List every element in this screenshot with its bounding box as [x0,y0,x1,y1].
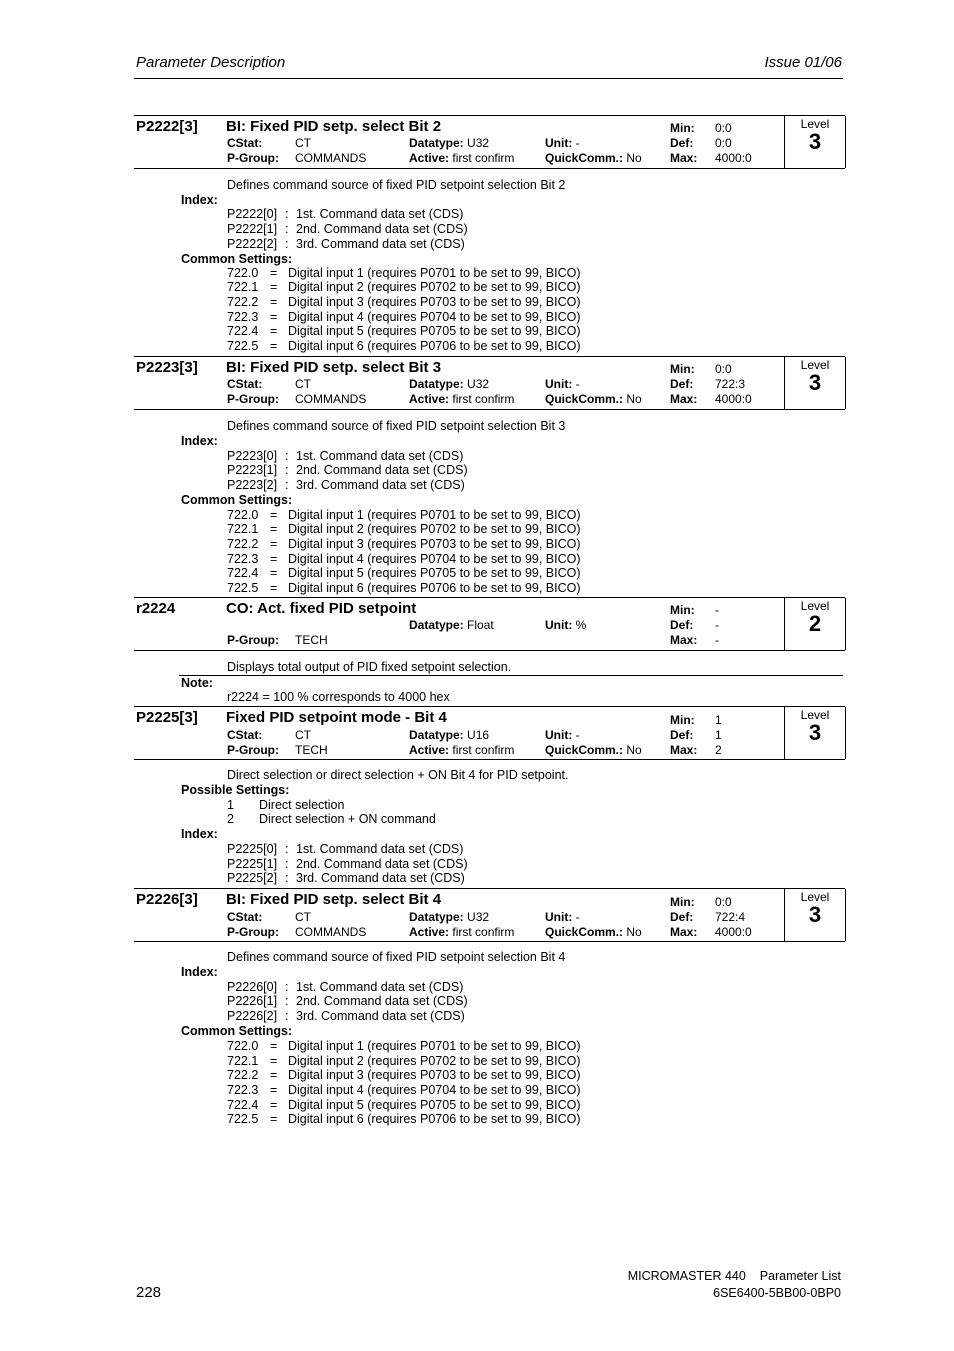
param-header [134,888,845,942]
max-value: 4000:0 [715,392,752,406]
def-label: Def: [670,910,694,924]
setting-eq: = [270,1112,278,1126]
setting-value: Digital input 1 (requires P0701 to be set to 99, BICO) [288,266,581,280]
active-label: Active: [409,925,450,939]
datatype-label: Datatype: [409,728,464,742]
setting-key: 722.4 [227,324,259,338]
level-value: 3 [808,720,822,745]
min-label: Min: [670,895,695,909]
index-sep: : [285,237,289,251]
setting-value: Digital input 3 (requires P0703 to be set to 99, BICO) [288,1068,581,1082]
index-sep: : [285,980,289,994]
common-settings-heading: Common Settings: [181,1024,293,1038]
index-value: 2nd. Command data set (CDS) [296,463,468,477]
index-value: 1st. Command data set (CDS) [296,980,464,994]
param-id: P2222[3] [136,118,198,135]
setting-eq: = [270,508,278,522]
setting-eq: = [270,1083,278,1097]
setting-eq: = [270,1098,278,1112]
setting-value: Digital input 6 (requires P0706 to be set to 99, BICO) [288,581,581,595]
setting-value: Digital input 5 (requires P0705 to be set to 99, BICO) [288,324,581,338]
setting-value: Direct selection + ON command [259,812,436,826]
pgroup-value: COMMANDS [295,925,367,939]
min-label: Min: [670,121,695,135]
level-box [784,357,846,409]
pgroup-value: COMMANDS [295,151,367,165]
setting-eq: = [270,1054,278,1068]
setting-key: 722.5 [227,581,259,595]
unit-label: Unit: [545,377,573,391]
note-rule [179,675,843,676]
index-sep: : [285,463,289,477]
index-sep: : [285,1009,289,1023]
cstat-label: CStat: [227,728,263,742]
index-sep: : [285,207,289,221]
index-value: 3rd. Command data set (CDS) [296,1009,465,1023]
setting-value: Digital input 4 (requires P0704 to be set to 99, BICO) [288,1083,581,1097]
active-label: Active: [409,743,450,757]
level-label: Level [800,708,830,722]
min-value: - [715,603,719,617]
cstat-value: CT [295,377,311,391]
active-value: first confirm [452,743,515,757]
index-key: P2225[2] [227,871,278,885]
param-header [134,706,845,760]
setting-key: 722.4 [227,566,259,580]
setting-value: Digital input 5 (requires P0705 to be set to 99, BICO) [288,1098,581,1112]
param-description: Defines command source of fixed PID setpoint selection Bit 3 [227,419,566,433]
footer-product: MICROMASTER 440 Parameter List [627,1269,841,1283]
quickcomm-value: No [626,743,642,757]
min-value: 0:0 [715,362,732,376]
quickcomm-value: No [626,925,642,939]
index-heading: Index: [181,193,218,207]
header-rule [134,78,843,79]
def-value: 0:0 [715,136,732,150]
datatype-value: U32 [467,910,490,924]
setting-eq: = [270,266,278,280]
possible-settings-heading: Possible Settings: [181,783,290,797]
def-label: Def: [670,136,694,150]
setting-key: 2 [227,812,234,826]
level-value: 3 [808,370,822,395]
index-key: P2226[2] [227,1009,278,1023]
setting-key: 722.2 [227,295,259,309]
index-sep: : [285,871,289,885]
common-settings-heading: Common Settings: [181,252,293,266]
level-value: 3 [808,902,822,927]
min-value: 0:0 [715,895,732,909]
setting-key: 722.1 [227,1054,259,1068]
pgroup-value: TECH [295,743,328,757]
pgroup-label: P-Group: [227,151,279,165]
index-value: 2nd. Command data set (CDS) [296,857,468,871]
param-description: Defines command source of fixed PID setpoint selection Bit 2 [227,178,566,192]
index-value: 2nd. Command data set (CDS) [296,222,468,236]
param-title: Fixed PID setpoint mode - Bit 4 [226,709,447,726]
setting-value: Digital input 2 (requires P0702 to be set to 99, BICO) [288,280,581,294]
setting-value: Digital input 3 (requires P0703 to be set to 99, BICO) [288,295,581,309]
setting-eq: = [270,566,278,580]
setting-eq: = [270,339,278,353]
active-value: first confirm [452,925,515,939]
cstat-label: CStat: [227,136,263,150]
setting-value: Digital input 1 (requires P0701 to be set to 99, BICO) [288,508,581,522]
param-description: Displays total output of PID fixed setpoint selection. [227,660,512,674]
pgroup-label: P-Group: [227,925,279,939]
unit-label: Unit: [545,910,573,924]
index-key: P2222[1] [227,222,278,236]
active-label: Active: [409,151,450,165]
level-value: 3 [808,129,822,154]
datatype-label: Datatype: [409,377,464,391]
setting-key: 722.5 [227,339,259,353]
unit-label: Unit: [545,728,573,742]
min-value: 1 [715,713,722,727]
cstat-value: CT [295,136,311,150]
setting-eq: = [270,552,278,566]
unit-value: - [575,728,580,742]
def-label: Def: [670,728,694,742]
index-value: 2nd. Command data set (CDS) [296,994,468,1008]
setting-value: Digital input 3 (requires P0703 to be set to 99, BICO) [288,537,581,551]
min-label: Min: [670,603,695,617]
index-heading: Index: [181,434,218,448]
def-label: Def: [670,377,694,391]
param-description: Direct selection or direct selection + ON Bit 4 for PID setpoint. [227,768,569,782]
setting-key: 1 [227,798,234,812]
setting-key: 722.1 [227,522,259,536]
datatype-label: Datatype: [409,618,464,632]
pgroup-label: P-Group: [227,743,279,757]
max-value: 4000:0 [715,925,752,939]
setting-eq: = [270,324,278,338]
index-value: 1st. Command data set (CDS) [296,842,464,856]
index-key: P2226[1] [227,994,278,1008]
unit-value: - [575,136,580,150]
unit-label: Unit: [545,136,573,150]
cstat-label: CStat: [227,377,263,391]
setting-key: 722.3 [227,1083,259,1097]
setting-key: 722.3 [227,310,259,324]
def-label: Def: [670,618,694,632]
setting-key: 722.2 [227,537,259,551]
min-value: 0:0 [715,121,732,135]
param-id: r2224 [136,600,176,617]
index-value: 1st. Command data set (CDS) [296,207,464,221]
min-label: Min: [670,362,695,376]
datatype-label: Datatype: [409,910,464,924]
max-label: Max: [670,151,698,165]
index-heading: Index: [181,965,218,979]
level-box [784,598,846,650]
index-value: 3rd. Command data set (CDS) [296,237,465,251]
setting-value: Digital input 1 (requires P0701 to be set to 99, BICO) [288,1039,581,1053]
setting-value: Digital input 6 (requires P0706 to be set to 99, BICO) [288,339,581,353]
index-sep: : [285,857,289,871]
setting-eq: = [270,537,278,551]
index-sep: : [285,478,289,492]
index-sep: : [285,449,289,463]
active-value: first confirm [452,151,515,165]
max-label: Max: [670,925,698,939]
setting-key: 722.5 [227,1112,259,1126]
pgroup-label: P-Group: [227,633,279,647]
def-value: 722:3 [715,377,746,391]
active-label: Active: [409,392,450,406]
param-header [134,356,845,410]
def-value: 722:4 [715,910,746,924]
def-value: 1 [715,728,722,742]
max-value: 2 [715,743,722,757]
index-key: P2222[2] [227,237,278,251]
setting-value: Digital input 2 (requires P0702 to be set to 99, BICO) [288,522,581,536]
setting-eq: = [270,581,278,595]
param-title: BI: Fixed PID setp. select Bit 2 [226,118,442,135]
unit-value: - [575,910,580,924]
param-header [134,115,845,169]
index-key: P2225[0] [227,842,278,856]
setting-key: 722.0 [227,1039,259,1053]
quickcomm-value: No [626,151,642,165]
level-value: 2 [808,611,822,636]
page-header-title: Parameter Description [136,54,286,71]
page-number: 228 [136,1284,162,1301]
level-box [784,889,846,941]
cstat-label: CStat: [227,910,263,924]
max-label: Max: [670,743,698,757]
setting-key: 722.3 [227,552,259,566]
index-value: 3rd. Command data set (CDS) [296,871,465,885]
setting-key: 722.0 [227,508,259,522]
level-box [784,707,846,759]
setting-value: Digital input 5 (requires P0705 to be set to 99, BICO) [288,566,581,580]
setting-value: Digital input 2 (requires P0702 to be set to 99, BICO) [288,1054,581,1068]
index-key: P2223[0] [227,449,278,463]
datatype-value: Float [467,618,494,632]
unit-value: % [575,618,587,632]
active-value: first confirm [452,392,515,406]
index-heading: Index: [181,827,218,841]
pgroup-label: P-Group: [227,392,279,406]
index-key: P2223[2] [227,478,278,492]
quickcomm-label: QuickComm.: [545,925,624,939]
min-label: Min: [670,713,695,727]
note-text: r2224 = 100 % corresponds to 4000 hex [227,690,450,704]
datatype-value: U32 [467,377,490,391]
setting-value: Digital input 6 (requires P0706 to be set to 99, BICO) [288,1112,581,1126]
quickcomm-value: No [626,392,642,406]
cstat-value: CT [295,728,311,742]
unit-label: Unit: [545,618,573,632]
cstat-value: CT [295,910,311,924]
index-sep: : [285,222,289,236]
index-key: P2225[1] [227,857,278,871]
index-sep: : [285,842,289,856]
datatype-label: Datatype: [409,136,464,150]
index-sep: : [285,994,289,1008]
param-id: P2223[3] [136,359,198,376]
setting-value: Digital input 4 (requires P0704 to be set to 99, BICO) [288,552,581,566]
common-settings-heading: Common Settings: [181,493,293,507]
level-box [784,116,846,168]
unit-value: - [575,377,580,391]
max-value: - [715,633,719,647]
level-label: Level [800,117,830,131]
setting-eq: = [270,280,278,294]
param-id: P2226[3] [136,891,198,908]
def-value: - [715,618,719,632]
setting-value: Digital input 4 (requires P0704 to be set to 99, BICO) [288,310,581,324]
max-label: Max: [670,633,698,647]
setting-eq: = [270,522,278,536]
max-label: Max: [670,392,698,406]
setting-eq: = [270,310,278,324]
note-heading: Note: [181,676,213,690]
setting-key: 722.0 [227,266,259,280]
pgroup-value: COMMANDS [295,392,367,406]
setting-value: Direct selection [259,798,345,812]
level-label: Level [800,599,830,613]
param-header [134,597,845,651]
param-title: BI: Fixed PID setp. select Bit 3 [226,359,442,376]
index-key: P2226[0] [227,980,278,994]
footer-order-number: 6SE6400-5BB00-0BP0 [713,1286,841,1300]
setting-eq: = [270,1039,278,1053]
setting-eq: = [270,1068,278,1082]
datatype-value: U16 [467,728,490,742]
page-header-issue: Issue 01/06 [764,54,842,71]
setting-key: 722.1 [227,280,259,294]
level-label: Level [800,358,830,372]
setting-eq: = [270,295,278,309]
param-id: P2225[3] [136,709,198,726]
param-description: Defines command source of fixed PID setpoint selection Bit 4 [227,950,566,964]
param-title: BI: Fixed PID setp. select Bit 4 [226,891,442,908]
quickcomm-label: QuickComm.: [545,392,624,406]
pgroup-value: TECH [295,633,328,647]
index-value: 1st. Command data set (CDS) [296,449,464,463]
max-value: 4000:0 [715,151,752,165]
setting-key: 722.2 [227,1068,259,1082]
param-title: CO: Act. fixed PID setpoint [226,600,417,617]
index-value: 3rd. Command data set (CDS) [296,478,465,492]
setting-key: 722.4 [227,1098,259,1112]
quickcomm-label: QuickComm.: [545,743,624,757]
index-key: P2222[0] [227,207,278,221]
index-key: P2223[1] [227,463,278,477]
level-label: Level [800,890,830,904]
quickcomm-label: QuickComm.: [545,151,624,165]
datatype-value: U32 [467,136,490,150]
